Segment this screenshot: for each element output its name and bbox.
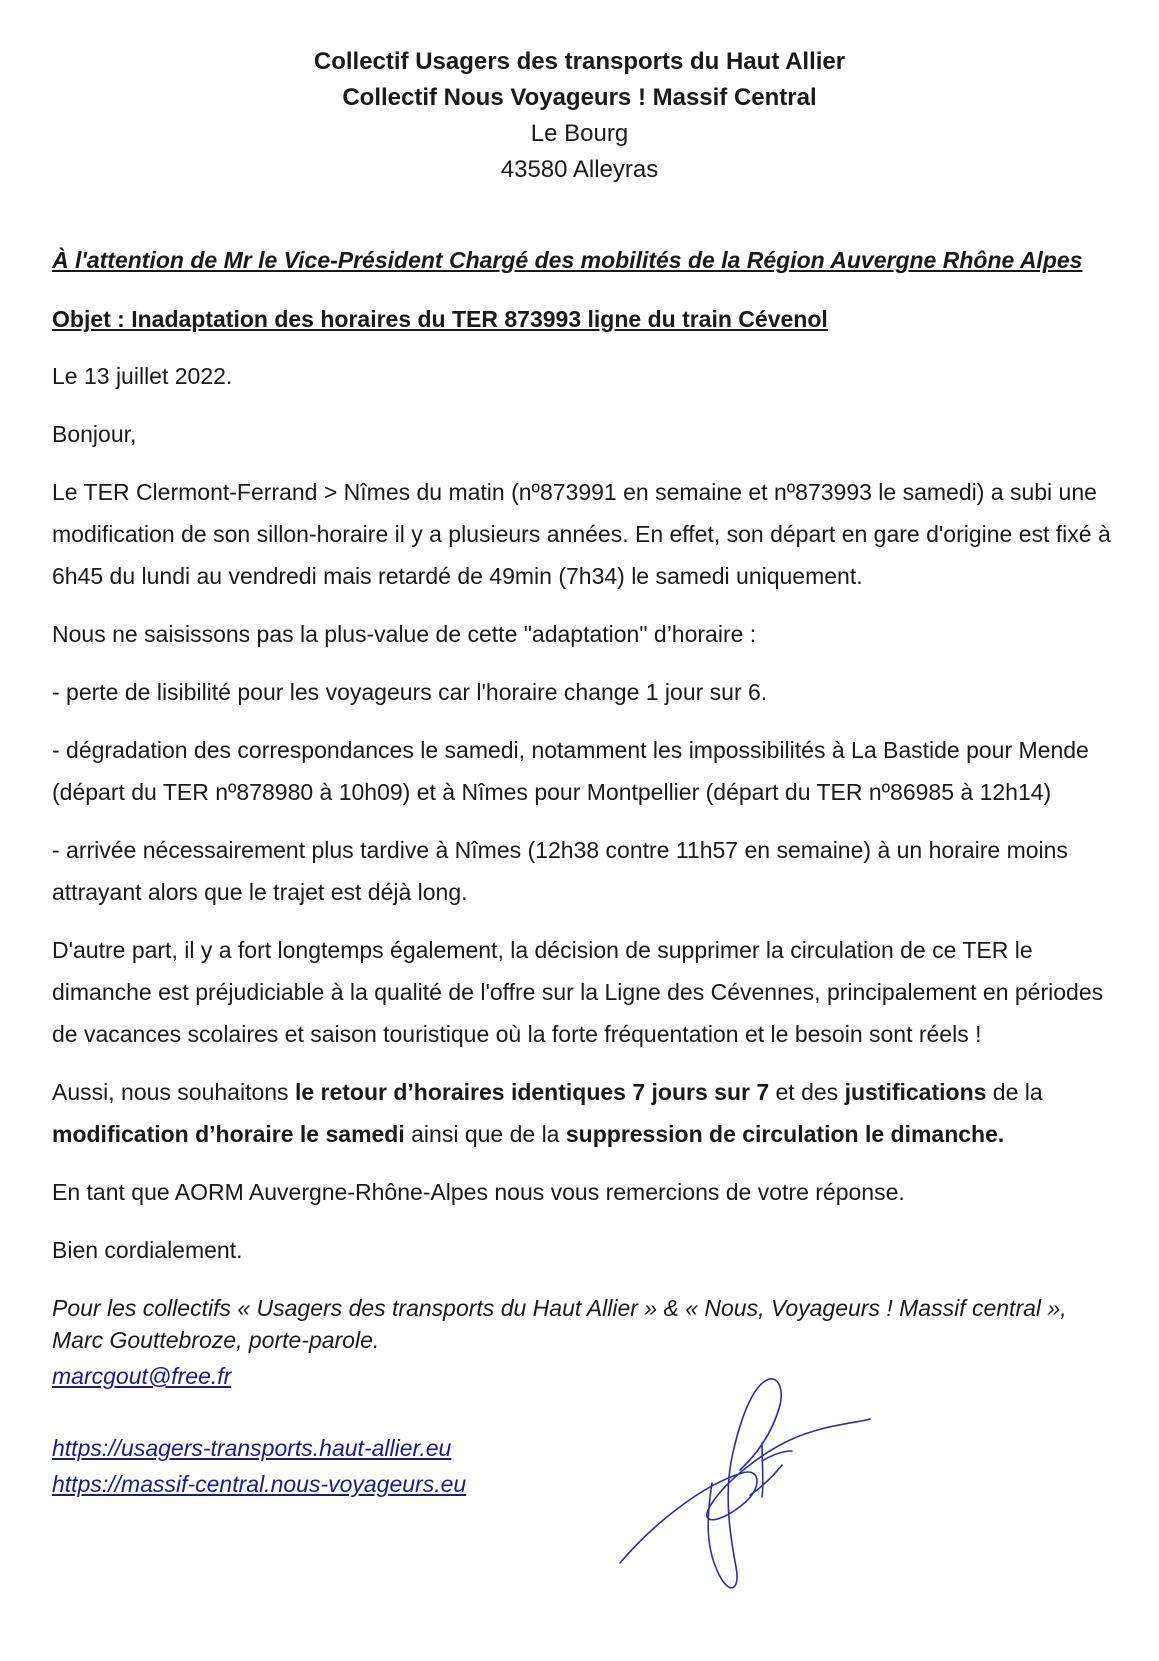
paragraph-4-bold-2: justifications <box>844 1079 987 1105</box>
letter-date: Le 13 juillet 2022. <box>52 363 233 389</box>
handwritten-signature-icon <box>612 1375 902 1605</box>
recipient-line: À l'attention de Mr le Vice-Président Chargé des mobilités de la Région Auvergne Rhône Alpes <box>52 247 1083 273</box>
paragraph-4-text-1: Aussi, nous souhaitons <box>52 1079 295 1105</box>
subject-line: Objet : Inadaptation des horaires du TER 873993 ligne du train Cévenol <box>52 306 828 332</box>
sender-address-line: Le Bourg <box>530 120 629 147</box>
signatory-name: Marc Gouttebroze, porte-parole. <box>52 1327 380 1353</box>
sender-line-1: Collectif Usagers des transports du Haut Allier <box>313 48 846 75</box>
paragraph-7: Pour les collectifs « Usagers des transports du Haut Allier » & « Nous, Voyageurs ! Massif central », <box>52 1295 1067 1321</box>
sender-line-2: Collectif Nous Voyageurs ! Massif Central <box>342 84 817 111</box>
bullet-3: - arrivée nécessairement plus tardive à Nîmes (12h38 contre 11h57 en semaine) à un horaire moins attrayant alors que le trajet est déjà long. <box>52 837 1068 905</box>
letter-header <box>0 44 1159 188</box>
paragraph-6: Bien cordialement. <box>52 1237 243 1263</box>
website-link-massif-central[interactable]: https://massif-central.nous-voyageurs.eu <box>52 1471 467 1497</box>
email-link[interactable]: marcgout@free.fr <box>52 1363 232 1389</box>
paragraph-4-text-3: de la <box>986 1079 1043 1105</box>
paragraph-1: Le TER Clermont-Ferrand > Nîmes du matin (nº873991 en semaine et nº873993 le samedi) a subi une modification de son sillon-horaire il y a plusieurs années. En effet, son départ en gare d'origine est fixé à 6h45 du lundi au vendredi mais retardé de 49min (7h34) le samedi uniquement. <box>52 479 1111 589</box>
website-link-haut-allier[interactable]: https://usagers-transports.haut-allier.eu <box>52 1435 452 1461</box>
sender-postal-line: 43580 Alleyras <box>500 156 659 183</box>
paragraph-4-text-4: ainsi que de la <box>404 1121 566 1147</box>
paragraph-4-text-2: et des <box>769 1079 845 1105</box>
paragraph-2: Nous ne saisissons pas la plus-value de cette "adaptation" d’horaire : <box>52 621 757 647</box>
letter-body <box>52 355 1132 1345</box>
paragraph-5: En tant que AORM Auvergne-Rhône-Alpes nous vous remercions de votre réponse. <box>52 1179 905 1205</box>
signature-block <box>52 1322 466 1502</box>
paragraph-4 <box>52 1071 1132 1155</box>
greeting: Bonjour, <box>52 421 137 447</box>
paragraph-3: D'autre part, il y a fort longtemps également, la décision de supprimer la circulation de ce TER le dimanche est préjudiciable à la qualité de l'offre sur la Ligne des Cévennes, principalement en périodes de vacances scolaires et saison touristique où la forte fréquentation et le besoin sont réels ! <box>52 937 1104 1047</box>
paragraph-4-bold-4: suppression de circulation le dimanche. <box>565 1121 1005 1147</box>
paragraph-4-bold-3: modification d’horaire le samedi <box>52 1121 405 1147</box>
bullet-1: - perte de lisibilité pour les voyageurs car l'horaire change 1 jour sur 6. <box>52 679 768 705</box>
paragraph-4-bold-1: le retour d’horaires identiques 7 jours sur 7 <box>294 1079 770 1105</box>
bullet-2: - dégradation des correspondances le samedi, notamment les impossibilités à La Bastide pour Mende (départ du TER nº878980 à 10h09) et à Nîmes pour Montpellier (départ du TER nº86985 à 12h14) <box>52 737 1089 805</box>
